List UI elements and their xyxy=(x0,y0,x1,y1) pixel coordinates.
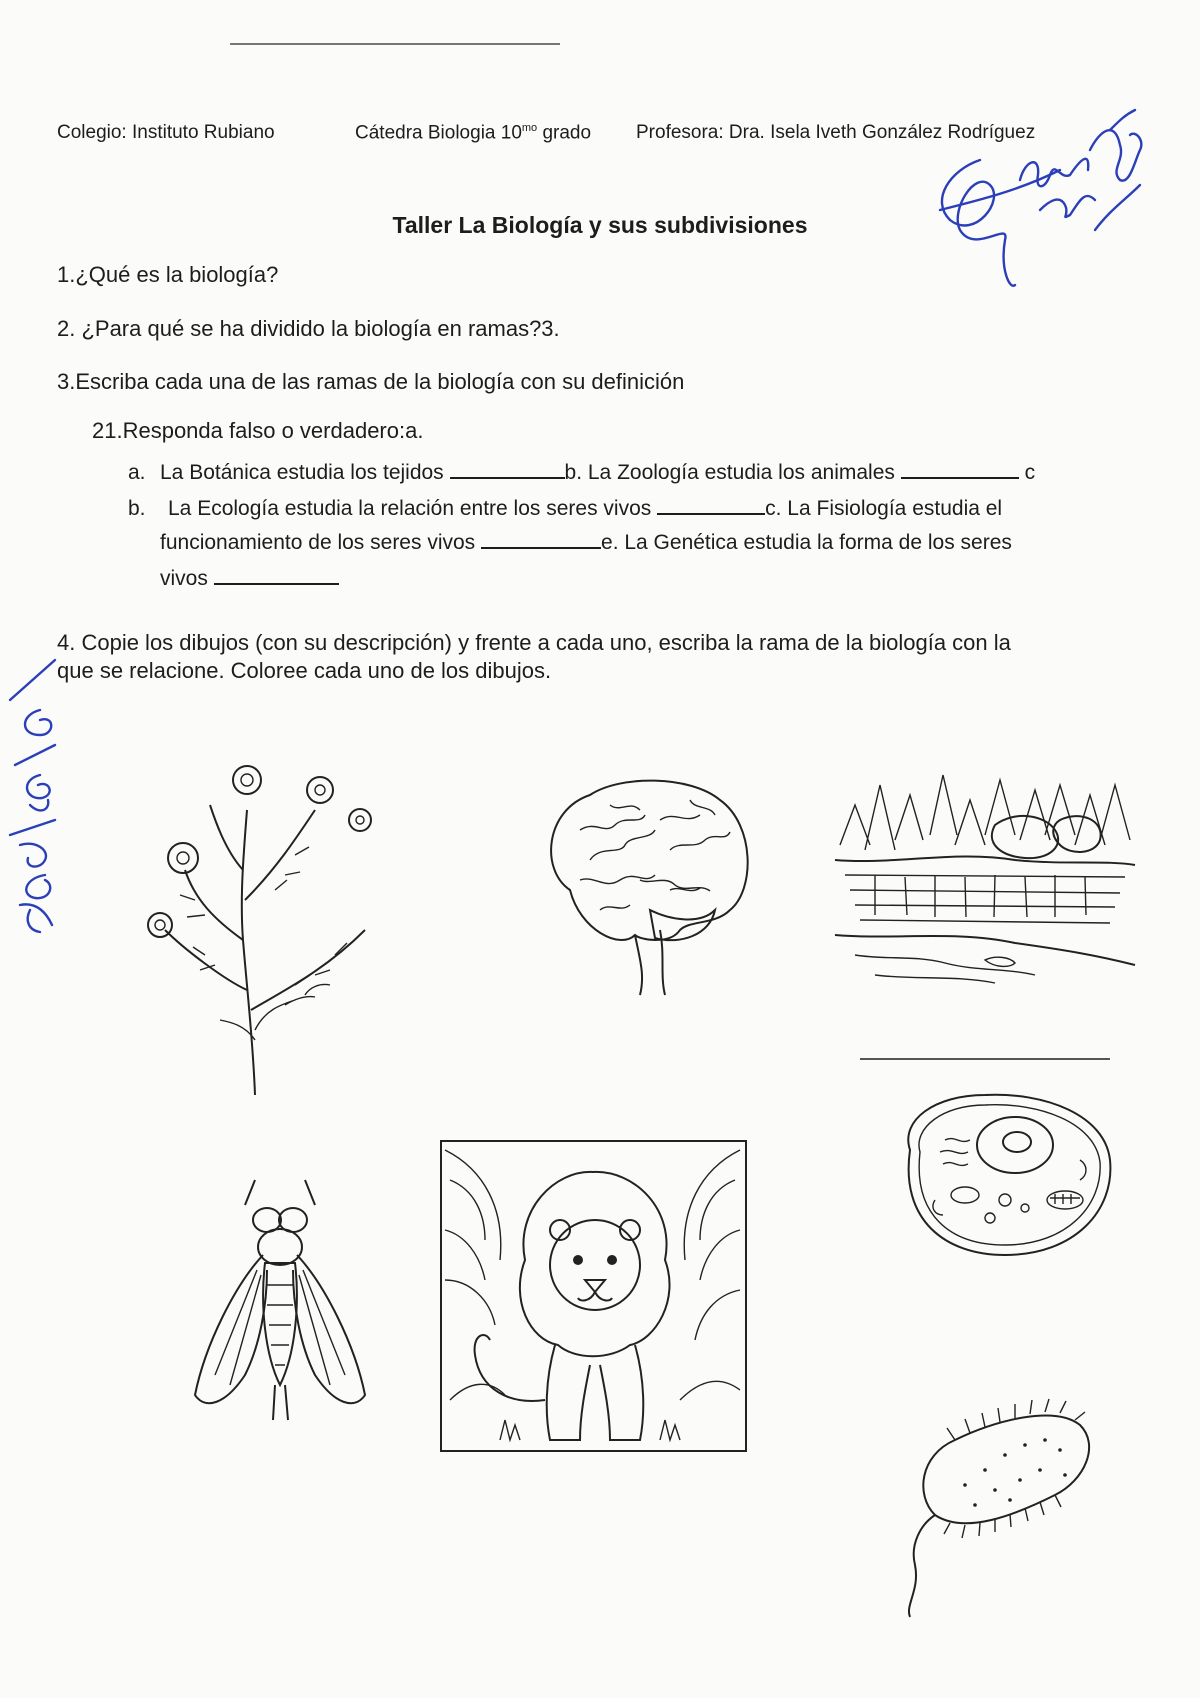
question-4-line2: que se relacione. Coloree cada uno de los dibujos. xyxy=(57,658,552,683)
brain-drawing xyxy=(540,770,765,995)
tf-item-b: La Ecología estudia la relación entre los seres vivos c. La Fisiología estudia el xyxy=(168,497,1003,520)
question-4-line1: 4. Copie los dibujos (con su descripción) y frente a cada uno, escriba la rama de la biología con la xyxy=(57,630,1011,655)
fly-drawing xyxy=(195,1175,365,1425)
tf-item-b-line2: funcionamiento de los seres vivos e. La Genética estudia la forma de los seres xyxy=(160,531,1012,554)
answer-line-landscape[interactable] xyxy=(860,1058,1110,1060)
signature-drawing xyxy=(920,90,1170,300)
lion-in-jungle-drawing xyxy=(440,1140,747,1452)
question-2: 2. ¿Para qué se ha dividido la biología en ramas?3. xyxy=(57,316,560,341)
subject: Cátedra Biologia $10^{mo}$ grado xyxy=(355,122,592,144)
animal-cell-drawing xyxy=(895,1090,1115,1260)
answer-blank-e[interactable] xyxy=(214,582,339,585)
tf-marker-a: a. xyxy=(128,461,146,484)
teacher-name: Profesora: Dra. Isela Iveth González Rodríguez xyxy=(636,122,1036,143)
handwritten-date-drawing xyxy=(0,640,70,940)
bacterium-drawing xyxy=(895,1395,1100,1620)
scan-top-line xyxy=(230,43,560,45)
answer-blank-a[interactable] xyxy=(450,476,565,479)
school-name: Colegio: Instituto Rubiano xyxy=(57,122,275,143)
forest-lake-landscape-drawing xyxy=(835,765,1135,1005)
tf-item-a: La Botánica estudia los tejidos b. La Zoología estudia los animales c xyxy=(160,461,1036,484)
worksheet-title: Taller La Biología y sus subdivisiones xyxy=(392,212,808,238)
flower-plant-drawing xyxy=(135,750,395,1100)
question-3: 3.Escriba cada una de las ramas de la biología con su definición xyxy=(57,369,685,394)
tf-item-b-line3: vivos xyxy=(160,567,339,591)
answer-blank-b[interactable] xyxy=(901,476,1019,479)
tf-marker-b: b. xyxy=(128,497,146,520)
question-1: 1.¿Qué es la biología? xyxy=(57,262,279,287)
answer-blank-d[interactable] xyxy=(481,546,601,549)
answer-blank-c[interactable] xyxy=(657,512,765,515)
question-21: 21.Responda falso o verdadero:a. xyxy=(92,418,424,443)
